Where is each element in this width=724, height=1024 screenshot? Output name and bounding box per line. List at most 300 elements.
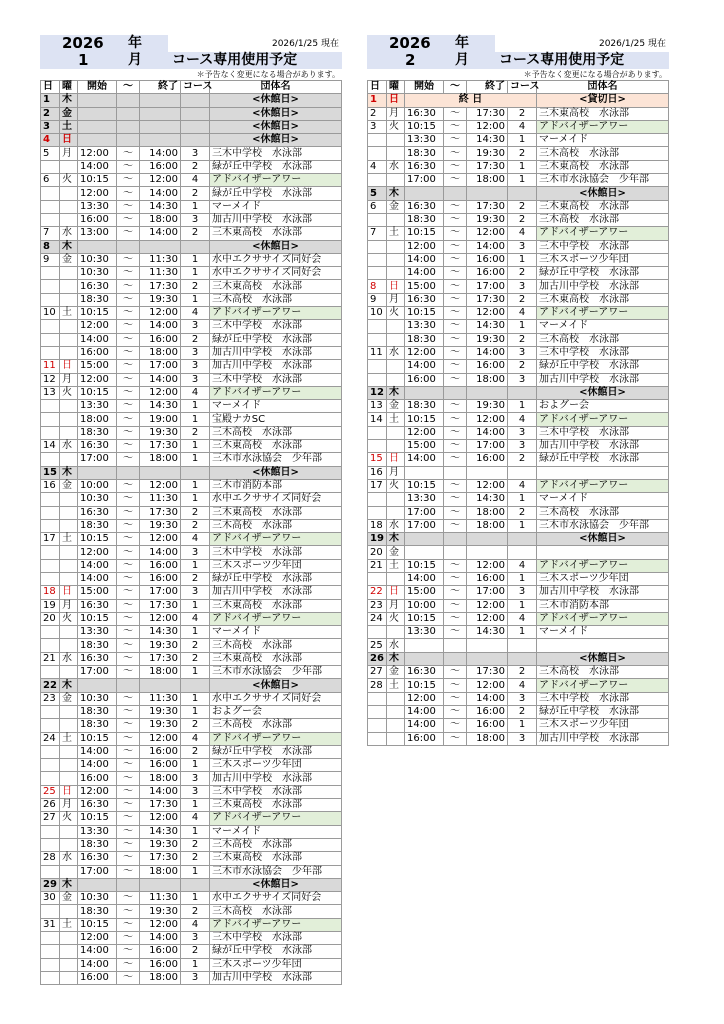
cell-tilde: ～ xyxy=(444,732,467,745)
cell-group: <休館日> xyxy=(537,652,669,665)
cell-weekday xyxy=(60,200,78,213)
cell-group: 三木東高校 水泳部 xyxy=(210,440,342,453)
cell-day: 27 xyxy=(368,666,387,679)
schedule-title: コース専用使用予定 xyxy=(172,52,298,68)
cell-tilde: ～ xyxy=(444,426,467,439)
table-row xyxy=(41,134,342,147)
cell-end: 12:00 xyxy=(467,612,508,625)
cell-weekday xyxy=(60,280,78,293)
cell-end: 16:00 xyxy=(140,572,181,585)
cell-weekday xyxy=(387,692,405,705)
cell-start: 17:00 xyxy=(78,666,117,679)
year-label: 年 xyxy=(128,35,142,51)
cell-day xyxy=(41,745,60,758)
cell-course: 2 xyxy=(181,333,210,346)
cell-group: およグー会 xyxy=(210,705,342,718)
cell-tilde: ～ xyxy=(444,519,467,532)
cell-weekday: 水 xyxy=(60,227,78,240)
cell-end: 17:30 xyxy=(467,666,508,679)
table-row xyxy=(41,346,342,359)
cell-start: 16:30 xyxy=(78,652,117,665)
cell-course xyxy=(181,94,210,107)
cell-tilde xyxy=(117,878,140,891)
cell-weekday xyxy=(60,639,78,652)
cell-start: 15:00 xyxy=(78,586,117,599)
cell-group: 三木スポーツ少年団 xyxy=(537,719,669,732)
cell-weekday: 土 xyxy=(60,120,78,133)
cell-course xyxy=(508,466,537,479)
cell-group: アドバイザーアワー xyxy=(210,812,342,825)
col-day: 日 xyxy=(368,81,387,94)
cell-end: 14:30 xyxy=(467,626,508,639)
table-row xyxy=(368,466,669,479)
cell-day xyxy=(41,759,60,772)
cell-group: <休館日> xyxy=(210,878,342,891)
cell-group: 加古川中学校 水泳部 xyxy=(537,373,669,386)
cell-day: 6 xyxy=(41,174,60,187)
cell-day: 28 xyxy=(41,852,60,865)
cell-day: 9 xyxy=(368,293,387,306)
cell-group: 緑が丘中学校 水泳部 xyxy=(537,360,669,373)
cell-group: 加古川中学校 水泳部 xyxy=(210,586,342,599)
cell-end: 14:00 xyxy=(140,187,181,200)
cell-course: 1 xyxy=(181,453,210,466)
table-row xyxy=(41,360,342,373)
cell-course: 1 xyxy=(181,253,210,266)
cell-course xyxy=(508,546,537,559)
table-row xyxy=(368,533,669,546)
cell-end: 17:30 xyxy=(467,293,508,306)
cell-course: 3 xyxy=(181,785,210,798)
cell-course: 4 xyxy=(508,559,537,572)
table-row xyxy=(41,732,342,745)
cell-end: 18:00 xyxy=(467,506,508,519)
table-row xyxy=(41,825,342,838)
table-row xyxy=(41,878,342,891)
cell-tilde: ～ xyxy=(117,719,140,732)
table-row xyxy=(41,745,342,758)
cell-day: 11 xyxy=(368,346,387,359)
cell-start: 10:30 xyxy=(78,692,117,705)
table-row xyxy=(41,639,342,652)
table-row xyxy=(368,559,669,572)
cell-start: 14:00 xyxy=(405,360,444,373)
cell-group: アドバイザーアワー xyxy=(210,386,342,399)
cell-weekday: 金 xyxy=(60,107,78,120)
cell-start: 16:30 xyxy=(405,200,444,213)
cell-course: 1 xyxy=(181,865,210,878)
cell-weekday xyxy=(60,333,78,346)
cell-day xyxy=(368,320,387,333)
cell-weekday xyxy=(60,213,78,226)
cell-weekday: 水 xyxy=(387,639,405,652)
cell-day: 24 xyxy=(368,612,387,625)
cell-course: 2 xyxy=(181,852,210,865)
cell-start: 14:00 xyxy=(78,759,117,772)
cell-end: 16:00 xyxy=(140,160,181,173)
cell-group: 三木市水泳協会 少年部 xyxy=(537,174,669,187)
change-notice: ＊予告なく変更になる場合があります。 xyxy=(523,70,667,79)
table-row xyxy=(368,732,669,745)
cell-end: 12:00 xyxy=(467,559,508,572)
cell-course: 1 xyxy=(181,759,210,772)
cell-day xyxy=(41,267,60,280)
cell-start xyxy=(78,134,117,147)
cell-day xyxy=(368,134,387,147)
cell-course xyxy=(508,386,537,399)
table-row xyxy=(41,652,342,665)
cell-start: 16:00 xyxy=(78,772,117,785)
cell-tilde: ～ xyxy=(444,692,467,705)
cell-tilde: ～ xyxy=(117,440,140,453)
cell-weekday: 水 xyxy=(60,440,78,453)
cell-end: 17:00 xyxy=(467,586,508,599)
cell-weekday: 土 xyxy=(387,559,405,572)
cell-end xyxy=(140,878,181,891)
table-row xyxy=(41,772,342,785)
cell-end: 14:30 xyxy=(467,134,508,147)
cell-start: 10:15 xyxy=(405,559,444,572)
table-row xyxy=(368,719,669,732)
cell-day xyxy=(368,705,387,718)
cell-group: 加古川中学校 水泳部 xyxy=(537,440,669,453)
cell-group: マーメイド xyxy=(210,825,342,838)
cell-end: 16:00 xyxy=(140,559,181,572)
year-label: 年 xyxy=(455,35,469,51)
cell-tilde: ～ xyxy=(117,426,140,439)
cell-course: 1 xyxy=(508,599,537,612)
cell-tilde: ～ xyxy=(117,267,140,280)
cell-start: 18:30 xyxy=(78,293,117,306)
cell-tilde: ～ xyxy=(117,905,140,918)
cell-end: 14:00 xyxy=(467,692,508,705)
cell-end: 18:00 xyxy=(140,772,181,785)
cell-tilde xyxy=(117,120,140,133)
cell-end: 19:30 xyxy=(140,905,181,918)
cell-end: 18:00 xyxy=(140,346,181,359)
cell-day: 1 xyxy=(368,94,387,107)
cell-tilde: ～ xyxy=(444,453,467,466)
cell-tilde: ～ xyxy=(117,453,140,466)
cell-end: 12:00 xyxy=(140,918,181,931)
cell-course: 3 xyxy=(181,213,210,226)
cell-end: 17:30 xyxy=(467,200,508,213)
cell-tilde: ～ xyxy=(117,200,140,213)
cell-end: 19:00 xyxy=(140,413,181,426)
cell-day xyxy=(41,200,60,213)
cell-tilde: ～ xyxy=(117,493,140,506)
cell-tilde: ～ xyxy=(444,320,467,333)
cell-weekday xyxy=(60,971,78,984)
cell-start: 10:15 xyxy=(78,533,117,546)
cell-end: 16:00 xyxy=(140,759,181,772)
col-start: 開始 xyxy=(78,81,117,94)
cell-end: 14:00 xyxy=(140,546,181,559)
cell-weekday xyxy=(60,865,78,878)
cell-tilde: ～ xyxy=(117,759,140,772)
cell-course: 2 xyxy=(181,280,210,293)
cell-group: 加古川中学校 水泳部 xyxy=(210,213,342,226)
cell-end: 18:00 xyxy=(467,373,508,386)
cell-group xyxy=(537,466,669,479)
cell-weekday xyxy=(387,213,405,226)
cell-weekday xyxy=(60,958,78,971)
cell-weekday: 日 xyxy=(387,453,405,466)
cell-weekday: 土 xyxy=(387,413,405,426)
cell-weekday: 金 xyxy=(60,892,78,905)
cell-tilde: ～ xyxy=(117,732,140,745)
cell-weekday xyxy=(387,626,405,639)
cell-day xyxy=(368,333,387,346)
table-row xyxy=(41,94,342,107)
cell-end: 18:00 xyxy=(140,453,181,466)
cell-start: 10:15 xyxy=(78,307,117,320)
cell-day xyxy=(41,506,60,519)
cell-day: 11 xyxy=(41,360,60,373)
cell-course: 3 xyxy=(181,147,210,160)
cell-course xyxy=(181,679,210,692)
cell-end: 17:30 xyxy=(140,652,181,665)
cell-start: 12:00 xyxy=(78,147,117,160)
cell-weekday xyxy=(387,373,405,386)
cell-group: <休館日> xyxy=(210,134,342,147)
cell-start: 15:00 xyxy=(405,440,444,453)
cell-tilde: ～ xyxy=(444,160,467,173)
cell-course: 4 xyxy=(508,612,537,625)
cell-group: 三木東高校 水泳部 xyxy=(537,293,669,306)
table-row xyxy=(368,187,669,200)
cell-course: 2 xyxy=(508,705,537,718)
table-row xyxy=(368,373,669,386)
cell-start: 18:30 xyxy=(78,838,117,851)
cell-course: 3 xyxy=(181,932,210,945)
cell-weekday xyxy=(60,759,78,772)
cell-course: 1 xyxy=(181,440,210,453)
cell-group: <休館日> xyxy=(210,107,342,120)
cell-tilde: ～ xyxy=(117,386,140,399)
cell-tilde: ～ xyxy=(117,586,140,599)
cell-end: 16:00 xyxy=(140,945,181,958)
cell-day: 14 xyxy=(41,440,60,453)
cell-start: 12:00 xyxy=(405,692,444,705)
table-row xyxy=(368,506,669,519)
cell-tilde: ～ xyxy=(117,799,140,812)
cell-tilde: ～ xyxy=(117,519,140,532)
cell-weekday xyxy=(387,147,405,160)
cell-end: 11:30 xyxy=(140,692,181,705)
cell-end: 12:00 xyxy=(140,307,181,320)
cell-day xyxy=(41,719,60,732)
header-month-row xyxy=(40,52,342,69)
col-weekday: 曜 xyxy=(387,81,405,94)
cell-start: 10:15 xyxy=(78,174,117,187)
cell-tilde: ～ xyxy=(117,612,140,625)
cell-group: 加古川中学校 水泳部 xyxy=(210,360,342,373)
cell-end: 16:00 xyxy=(140,958,181,971)
cell-course xyxy=(181,134,210,147)
table-row xyxy=(368,346,669,359)
table-row xyxy=(41,479,342,492)
cell-tilde xyxy=(444,652,467,665)
cell-all-day: 終 日 xyxy=(405,94,537,107)
cell-group: <休館日> xyxy=(537,533,669,546)
cell-day: 16 xyxy=(368,466,387,479)
schedule-table xyxy=(40,80,342,985)
cell-day: 14 xyxy=(368,413,387,426)
table-row xyxy=(41,799,342,812)
cell-end: 18:00 xyxy=(467,174,508,187)
cell-weekday: 金 xyxy=(387,200,405,213)
cell-weekday xyxy=(60,293,78,306)
table-row xyxy=(41,945,342,958)
cell-weekday xyxy=(60,187,78,200)
cell-course: 3 xyxy=(508,586,537,599)
cell-day xyxy=(368,174,387,187)
cell-start: 18:30 xyxy=(78,639,117,652)
cell-tilde: ～ xyxy=(117,546,140,559)
cell-end: 14:30 xyxy=(467,320,508,333)
cell-tilde: ～ xyxy=(444,174,467,187)
cell-weekday xyxy=(60,493,78,506)
cell-end xyxy=(140,240,181,253)
col-tilde: ～ xyxy=(444,81,467,94)
table-row xyxy=(41,546,342,559)
cell-end: 14:30 xyxy=(140,200,181,213)
table-row xyxy=(41,759,342,772)
cell-tilde: ～ xyxy=(117,479,140,492)
cell-group: 三木中学校 水泳部 xyxy=(210,932,342,945)
cell-start xyxy=(78,240,117,253)
cell-tilde: ～ xyxy=(117,825,140,838)
cell-group: 三木東高校 水泳部 xyxy=(210,506,342,519)
cell-course: 1 xyxy=(181,892,210,905)
cell-weekday xyxy=(60,320,78,333)
cell-tilde: ～ xyxy=(444,586,467,599)
cell-end: 11:30 xyxy=(140,892,181,905)
cell-end: 19:30 xyxy=(140,838,181,851)
cell-weekday: 日 xyxy=(60,360,78,373)
col-group: 団体名 xyxy=(210,81,342,94)
cell-start: 17:00 xyxy=(405,519,444,532)
cell-end: 19:30 xyxy=(467,400,508,413)
table-row xyxy=(41,187,342,200)
cell-end: 17:00 xyxy=(140,360,181,373)
cell-start xyxy=(405,187,444,200)
cell-group: 三木高校 水泳部 xyxy=(210,519,342,532)
cell-tilde: ～ xyxy=(117,333,140,346)
table-row xyxy=(368,440,669,453)
cell-tilde: ～ xyxy=(444,440,467,453)
cell-group: 三木東高校 水泳部 xyxy=(537,160,669,173)
cell-weekday xyxy=(60,838,78,851)
cell-group: アドバイザーアワー xyxy=(210,918,342,931)
col-course: コース xyxy=(181,81,210,94)
cell-course: 2 xyxy=(508,506,537,519)
cell-group: 三木スポーツ少年団 xyxy=(210,958,342,971)
cell-end: 19:30 xyxy=(140,293,181,306)
cell-day xyxy=(368,506,387,519)
cell-course: 1 xyxy=(181,705,210,718)
cell-end: 17:30 xyxy=(140,799,181,812)
cell-tilde: ～ xyxy=(444,626,467,639)
cell-end: 17:00 xyxy=(467,280,508,293)
cell-weekday: 金 xyxy=(387,400,405,413)
cell-weekday xyxy=(387,732,405,745)
cell-weekday xyxy=(60,559,78,572)
table-row xyxy=(41,400,342,413)
cell-day: 12 xyxy=(41,373,60,386)
cell-tilde: ～ xyxy=(117,599,140,612)
cell-group: アドバイザーアワー xyxy=(210,174,342,187)
cell-group: 三木高校 水泳部 xyxy=(537,506,669,519)
col-end: 終了 xyxy=(140,81,181,94)
table-row xyxy=(41,692,342,705)
cell-day xyxy=(41,280,60,293)
cell-group: 三木高校 水泳部 xyxy=(210,426,342,439)
cell-course: 1 xyxy=(508,519,537,532)
cell-end: 18:00 xyxy=(140,971,181,984)
cell-weekday: 水 xyxy=(387,346,405,359)
table-row xyxy=(41,213,342,226)
cell-course: 1 xyxy=(181,293,210,306)
cell-start: 16:30 xyxy=(78,440,117,453)
cell-tilde: ～ xyxy=(444,705,467,718)
schedule-table xyxy=(367,80,669,746)
cell-end: 14:30 xyxy=(140,825,181,838)
cell-group: 三木中学校 水泳部 xyxy=(210,320,342,333)
cell-group: 加古川中学校 水泳部 xyxy=(537,586,669,599)
cell-group: 水中エクササイズ同好会 xyxy=(210,253,342,266)
cell-day: 13 xyxy=(368,400,387,413)
cell-tilde: ～ xyxy=(444,373,467,386)
cell-tilde: ～ xyxy=(117,160,140,173)
cell-weekday: 木 xyxy=(387,533,405,546)
cell-weekday: 木 xyxy=(60,679,78,692)
cell-day: 23 xyxy=(41,692,60,705)
cell-tilde: ～ xyxy=(444,612,467,625)
cell-day: 17 xyxy=(41,533,60,546)
cell-tilde: ～ xyxy=(444,572,467,585)
cell-course: 3 xyxy=(508,692,537,705)
cell-tilde: ～ xyxy=(117,666,140,679)
cell-day xyxy=(41,705,60,718)
table-row xyxy=(368,652,669,665)
table-row xyxy=(368,360,669,373)
cell-start xyxy=(405,652,444,665)
cell-group: 三木中学校 水泳部 xyxy=(210,546,342,559)
cell-course: 2 xyxy=(508,666,537,679)
change-notice: ＊予告なく変更になる場合があります。 xyxy=(196,70,340,79)
cell-day xyxy=(41,426,60,439)
cell-group: およグー会 xyxy=(537,400,669,413)
table-row xyxy=(41,466,342,479)
table-row xyxy=(41,599,342,612)
cell-start: 18:30 xyxy=(78,426,117,439)
cell-course: 1 xyxy=(181,626,210,639)
cell-tilde: ～ xyxy=(117,705,140,718)
cell-tilde: ～ xyxy=(444,493,467,506)
cell-weekday: 月 xyxy=(60,147,78,160)
cell-start xyxy=(405,533,444,546)
cell-tilde: ～ xyxy=(117,559,140,572)
cell-start: 14:00 xyxy=(405,267,444,280)
cell-end: 14:00 xyxy=(467,240,508,253)
table-row xyxy=(41,905,342,918)
cell-start: 13:00 xyxy=(78,227,117,240)
table-row xyxy=(368,267,669,280)
cell-course: 1 xyxy=(181,666,210,679)
cell-weekday: 日 xyxy=(387,280,405,293)
